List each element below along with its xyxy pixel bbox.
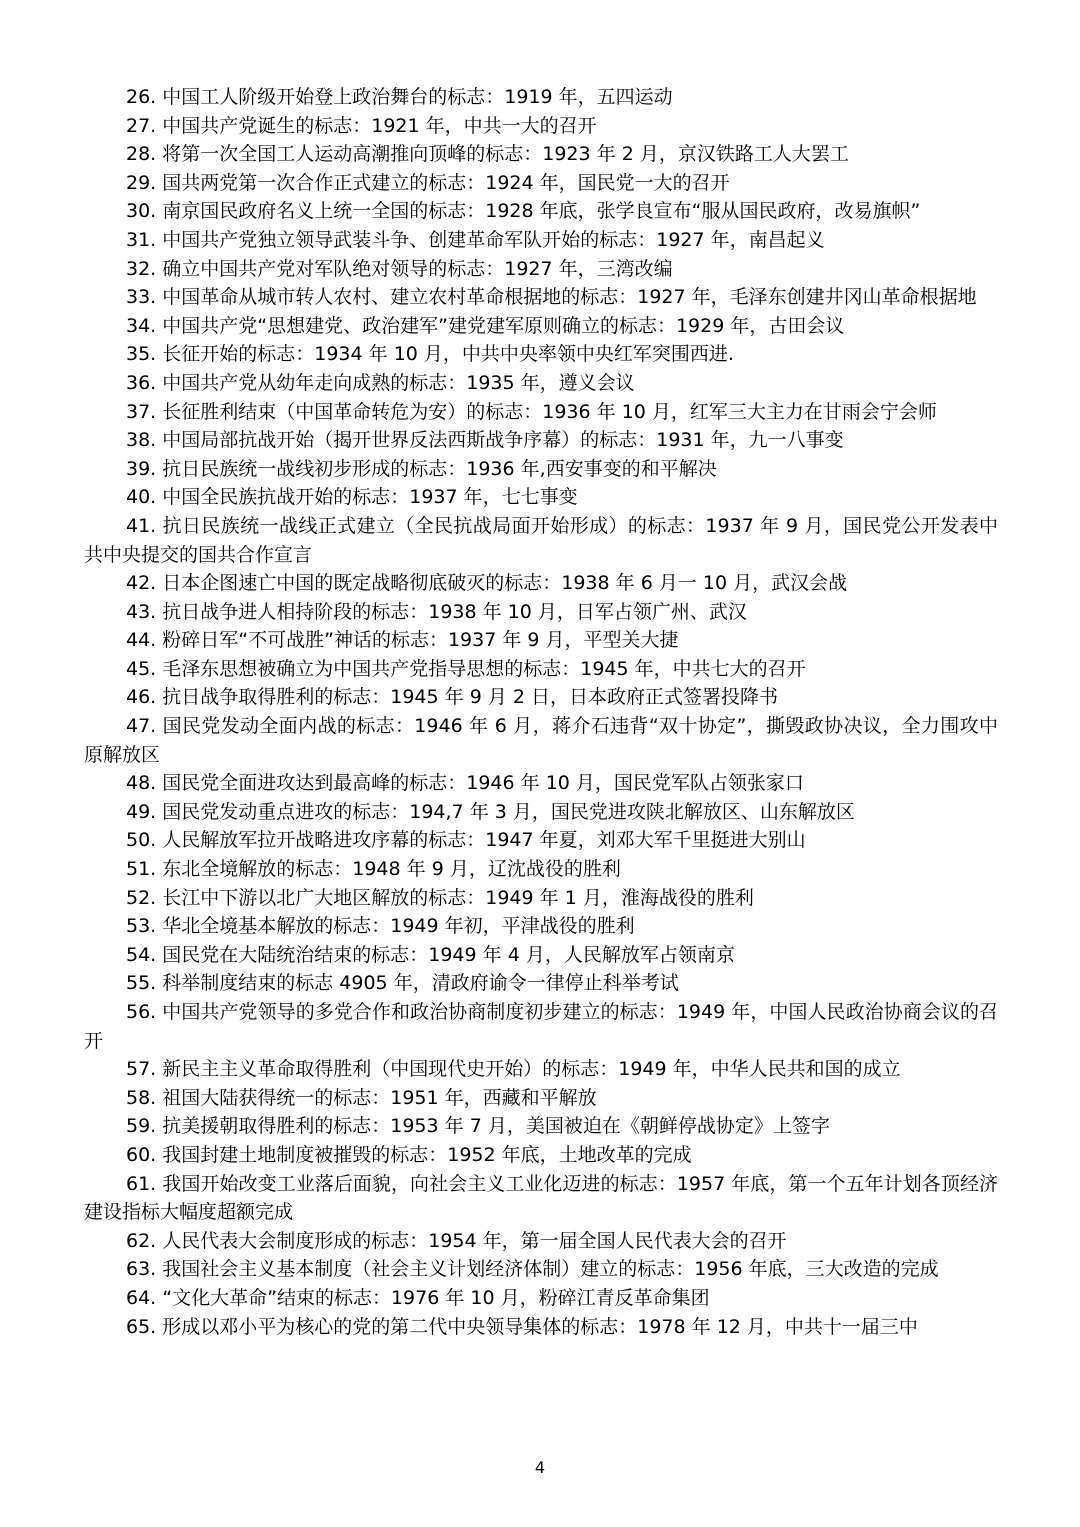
page-number: 4 [534,1458,546,1477]
list-item: 39. 抗日民族统一战线初步形成的标志：1936 年,西安事变的和平解决 [126,457,717,480]
list-item: 60. 我国封建土地制度被摧毁的标志：1952 年底，土地改革的完成 [126,1143,692,1166]
list-item: 28. 将第一次全国工人运动高潮推向顶峰的标志：1923 年 2 月，京汉铁路工人大罢工 [126,143,849,166]
list-item: 51. 东北全境解放的标志：1948 年 9 月，辽沈战役的胜利 [126,858,621,881]
list-item: 34. 中国共产党“思想建党、政治建军”建党建军原则确立的标志：1929 年，古田会议 [126,314,845,337]
list-item: 33. 中国革命从城市转人农村、建立农村革命根据地的标志：1927 年，毛泽东创建井冈山革命根据地 [126,286,977,309]
list-item: 37. 长征胜利结束（中国革命转危为安）的标志：1936 年 10 月，红军三大主力在甘雨会宁会师 [126,400,937,423]
list-item: 47. 国民党发动全面内战的标志：1946 年 6 月，蒋介石违背“双十协定”，撕毁政协决议，全力围攻中原解放区 [84,715,998,766]
list-item: 32. 确立中国共产党对军队绝对领导的标志：1927 年，三湾改编 [126,257,673,280]
list-item: 40. 中国全民族抗战开始的标志：1937 年，七七事变 [126,486,578,509]
list-item: 58. 祖国大陆获得统一的标志：1951 年，西藏和平解放 [126,1086,597,1109]
list-item: 65. 形成以邓小平为核心的党的第二代中央领导集体的标志：1978 年 12 月，中共十一届三中 [126,1315,918,1338]
list-item: 27. 中国共产党诞生的标志：1921 年，中共一大的召开 [126,114,597,137]
list-item: 42. 日本企图速亡中国的既定战略彻底破灭的标志：1938 年 6 月一 10 月，武汉会战 [126,572,848,595]
list-item: 31. 中国共产党独立领导武装斗争、创建革命军队开始的标志：1927 年，南昌起义 [126,228,825,251]
list-item: 26. 中国工人阶级开始登上政治舞台的标志：1919 年，五四运动 [126,86,673,108]
list-item: 44. 粉碎日军“不可战胜”神话的标志：1937 年 9 月，平型关大捷 [126,629,679,652]
list-item: 50. 人民解放军拉开战略进攻序幕的标志：1947 年夏，刘邓大军千里挺进大别山 [126,829,806,852]
list-item: 38. 中国局部抗战开始（揭开世界反法西斯战争序幕）的标志：1931 年，九一八事变 [126,429,844,452]
list-item: 55. 科举制度结束的标志 4905 年，清政府谕令一律停止科举考试 [126,972,679,995]
list-item: 45. 毛泽东思想被确立为中国共产党指导思想的标志：1945 年，中共七大的召开 [126,657,806,680]
list-item: 30. 南京国民政府名义上统一全国的标志：1928 年底，张学良宣布“服从国民政府，改易旗帜” [126,200,921,223]
list-item: 35. 长征开始的标志：1934 年 10 月，中共中央率领中央红军突围西进. [126,343,734,366]
list-item: 57. 新民主主义革命取得胜利（中国现代史开始）的标志：1949 年，中华人民共和国的成立 [126,1058,901,1081]
list-item: 56. 中国共产党领导的多党合作和政治协商制度初步建立的标志：1949 年，中国人民政治协商会议的召开 [84,1001,998,1052]
list-item: 46. 抗日战争取得胜利的标志：1945 年 9 月 2 日，日本政府正式签署投降书 [126,686,778,709]
list-item: 62. 人民代表大会制度形成的标志：1954 年，第一届全国人民代表大会的召开 [126,1229,787,1252]
list-item: 63. 我国社会主义基本制度（社会主义计划经济体制）建立的标志：1956 年底，三大改造的完成 [126,1258,939,1281]
list-item: 54. 国民党在大陆统治结束的标志：1949 年 4 月，人民解放军占领南京 [126,943,735,966]
milestone-list [84,83,998,1341]
list-item: 53. 华北全境基本解放的标志：1949 年初，平津战役的胜利 [126,915,635,938]
list-item: 48. 国民党全面进攻达到最高峰的标志：1946 年 10 月，国民党军队占领张家口 [126,772,804,795]
list-item: 61. 我国开始改变工业落后面貌，向社会主义工业化迈进的标志：1957 年底，第一个五年计划各顶经济建设指标大幅度超额完成 [84,1172,998,1224]
list-item: 43. 抗日战争进人相持阶段的标志：1938 年 10 月，日军占领广州、武汉 [126,600,747,623]
list-item: 52. 长江中下游以北广大地区解放的标志：1949 年 1 月，淮海战役的胜利 [126,886,754,909]
list-item: 64. “文化大革命”结束的标志：1976 年 10 月，粉碎江青反革命集团 [126,1286,710,1309]
list-item: 36. 中国共产党从幼年走向成熟的标志：1935 年，遵义会议 [126,371,635,394]
list-item: 29. 国共两党第一次合作正式建立的标志：1924 年，国民党一大的召开 [126,171,730,194]
list-item: 59. 抗美援朝取得胜利的标志：1953 年 7 月，美国被迫在《朝鲜停战协定》上签字 [126,1115,830,1138]
list-item: 41. 抗日民族统一战线正式建立（全民抗战局面开始形成）的标志：1937 年 9 月，国民党公开发表中共中央提交的国共合作宣言 [84,514,998,566]
list-item: 49. 国民党发动重点进攻的标志：194,7 年 3 月，国民党进攻陕北解放区、山东解放区 [126,800,855,823]
